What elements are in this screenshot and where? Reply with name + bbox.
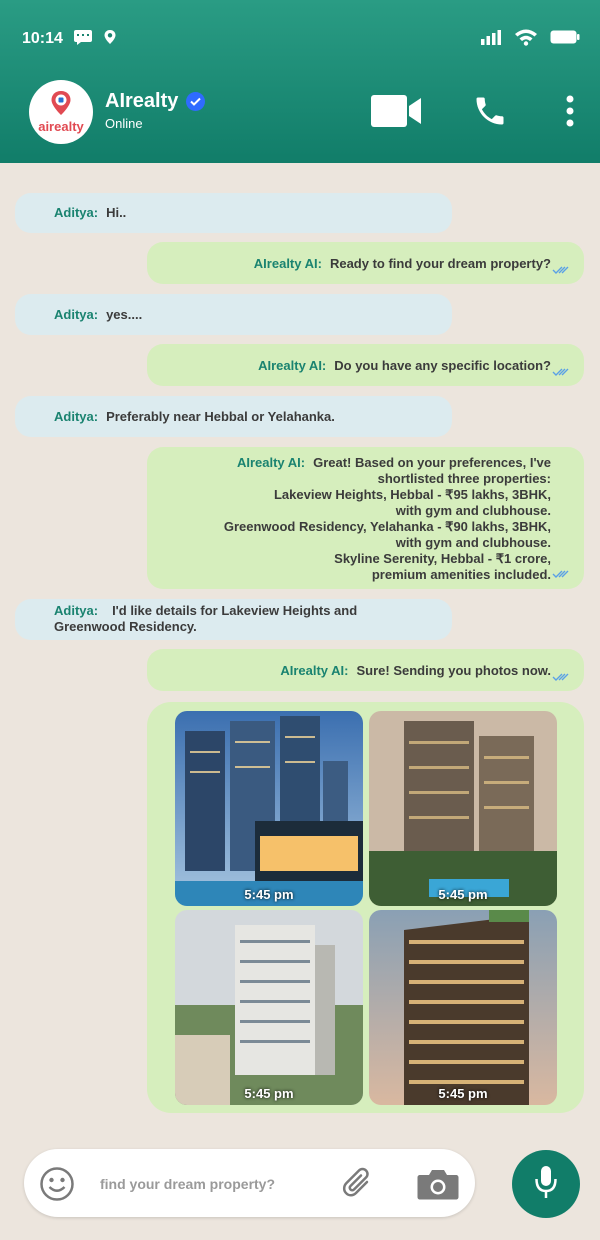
message-sender: Aditya: — [54, 307, 99, 322]
message-text: Preferably near Hebbal or Yelahanka. — [106, 409, 335, 424]
more-options-button[interactable] — [560, 93, 580, 134]
status-bar — [22, 28, 580, 50]
message-text: shortlisted three properties: — [377, 471, 551, 486]
message-icon — [73, 29, 93, 50]
attach-button[interactable] — [340, 1165, 376, 1206]
camera-icon — [417, 1167, 459, 1201]
chat-header — [0, 0, 600, 163]
message-text: I'd like details for Lakeview Heights and — [112, 603, 358, 618]
message-incoming — [15, 193, 452, 233]
photo-timestamp: 5:45 pm — [438, 887, 488, 902]
photo-timestamp: 5:45 pm — [438, 1086, 488, 1101]
emoji-button[interactable] — [39, 1166, 75, 1207]
message-text: Do you have any specific location? — [334, 358, 551, 373]
property-photo[interactable] — [369, 910, 557, 1105]
verified-badge-icon — [186, 92, 205, 111]
avatar-logo-text: airealty — [38, 119, 84, 134]
message-text: Great! Based on your preferences, I've — [313, 455, 551, 470]
read-receipt-icon — [552, 670, 572, 685]
photo-timestamp: 5:45 pm — [244, 1086, 294, 1101]
location-pin-logo-icon — [49, 90, 73, 121]
message-sender: Aditya: — [54, 603, 99, 618]
message-outgoing — [147, 447, 584, 589]
status-time: 10:14 — [22, 30, 63, 47]
property-photo[interactable] — [369, 711, 557, 906]
message-sender: AIrealty AI: — [253, 256, 322, 271]
paperclip-icon — [340, 1165, 376, 1201]
chat-title — [105, 90, 205, 113]
read-receipt-icon — [552, 263, 572, 278]
more-vertical-icon — [560, 93, 580, 134]
property-photo[interactable] — [175, 711, 363, 906]
message-text: Sure! Sending you photos now. — [356, 663, 551, 678]
voice-call-button[interactable] — [472, 93, 508, 134]
photo-message — [147, 702, 584, 1113]
chat-title-box[interactable] — [105, 90, 205, 131]
message-text: Greenwood Residency. — [54, 619, 197, 634]
property-photo[interactable] — [175, 910, 363, 1105]
message-text: yes.... — [106, 307, 143, 322]
message-text: with gym and clubhouse. — [395, 503, 551, 518]
message-text: Greenwood Residency, Yelahanka - ₹90 lakhs, 3BHK, — [223, 519, 551, 534]
message-sender: AIrealty AI: — [280, 663, 349, 678]
message-text: premium amenities included. — [371, 567, 551, 582]
microphone-icon — [534, 1164, 558, 1205]
read-receipt-icon — [552, 365, 572, 380]
message-text: with gym and clubhouse. — [395, 535, 551, 550]
online-status: Online — [105, 116, 143, 131]
message-sender: AIrealty AI: — [236, 455, 306, 470]
wifi-icon — [514, 28, 538, 51]
message-sender: AIrealty AI: — [258, 358, 327, 373]
read-receipt-icon — [552, 567, 572, 583]
signal-icon — [480, 29, 502, 50]
message-input-bar — [24, 1149, 475, 1217]
message-outgoing — [147, 649, 584, 691]
photo-timestamp: 5:45 pm — [244, 887, 294, 902]
message-text: Ready to find your dream property? — [329, 256, 551, 271]
message-text: Hi.. — [106, 205, 127, 220]
camera-button[interactable] — [417, 1167, 459, 1206]
message-input[interactable] — [98, 1171, 342, 1197]
message-text: Skyline Serenity, Hebbal - ₹1 crore, — [334, 551, 551, 566]
battery-icon — [550, 30, 580, 49]
message-incoming — [15, 294, 452, 335]
message-incoming — [15, 599, 452, 640]
location-icon — [103, 29, 117, 50]
voice-record-button[interactable] — [512, 1150, 580, 1218]
video-camera-icon — [370, 93, 422, 134]
video-call-button[interactable] — [370, 93, 422, 134]
phone-icon — [472, 93, 508, 134]
message-incoming — [15, 396, 452, 437]
message-sender: Aditya: — [54, 409, 99, 424]
message-sender: Aditya: — [54, 205, 99, 220]
message-outgoing — [147, 242, 584, 284]
avatar[interactable] — [29, 80, 93, 144]
message-text: Lakeview Heights, Hebbal - ₹95 lakhs, 3BHK, — [273, 487, 551, 502]
emoji-icon — [39, 1166, 75, 1202]
message-outgoing — [147, 344, 584, 386]
chat-title-text: AIrealty — [105, 90, 179, 112]
